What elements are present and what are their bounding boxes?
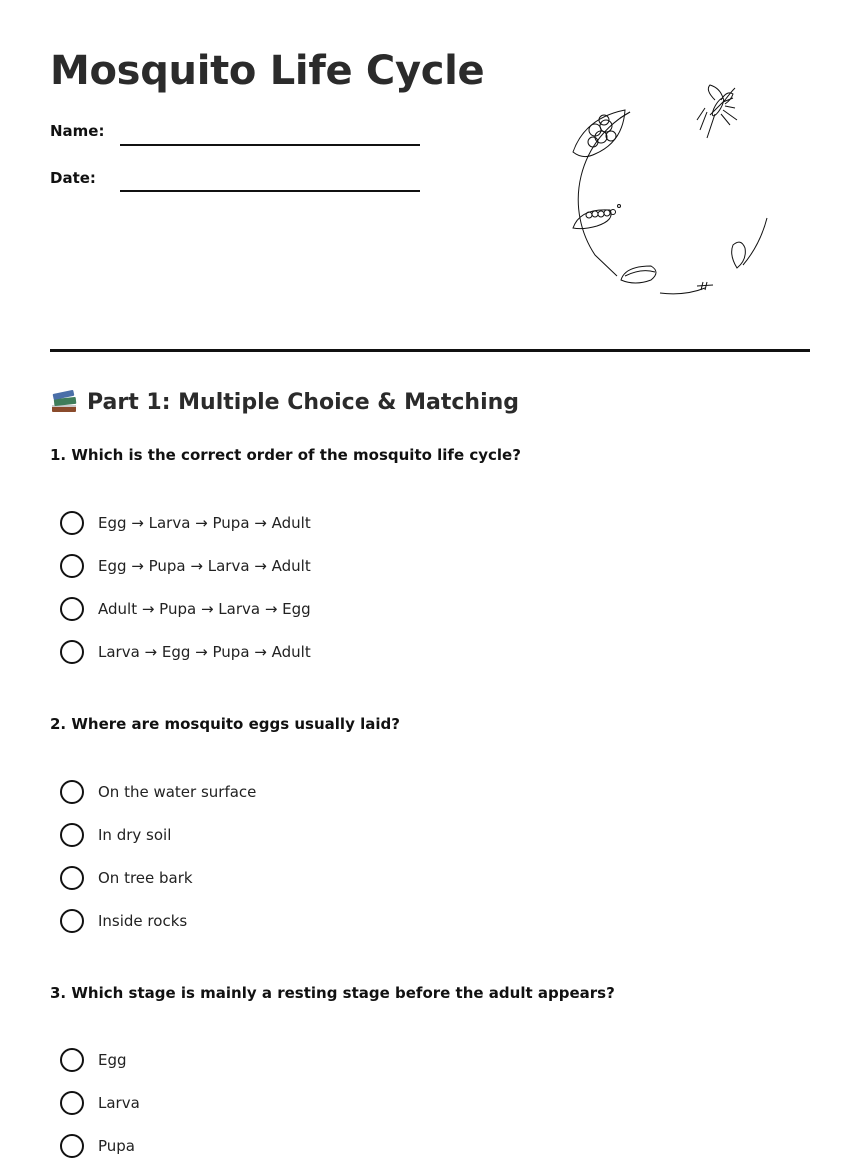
question-3-option-3[interactable] — [60, 1133, 135, 1159]
adult-mosquito-icon — [697, 85, 737, 138]
option-label: Larva — [98, 1094, 140, 1112]
date-label: Date: — [50, 169, 96, 187]
option-label: Adult → Pupa → Larva → Egg — [98, 600, 311, 618]
name-label: Name: — [50, 122, 105, 140]
section-divider — [50, 349, 810, 352]
date-field[interactable] — [120, 190, 420, 192]
radio-button[interactable] — [60, 780, 84, 804]
life-cycle-illustration — [555, 80, 785, 305]
radio-button[interactable] — [60, 554, 84, 578]
radio-button[interactable] — [60, 866, 84, 890]
part1-heading — [50, 389, 519, 415]
question-1-option-2[interactable] — [60, 553, 311, 579]
option-label: In dry soil — [98, 826, 172, 844]
option-label: Egg — [98, 1051, 127, 1069]
pupa-shell-icon — [621, 266, 656, 283]
option-label: Egg → Pupa → Larva → Adult — [98, 557, 311, 575]
question-2-option-2[interactable] — [60, 822, 171, 848]
radio-button[interactable] — [60, 1091, 84, 1115]
radio-button[interactable] — [60, 640, 84, 664]
part1-heading-text: Part 1: Multiple Choice & Matching — [87, 389, 520, 415]
radio-button[interactable] — [60, 511, 84, 535]
option-label: Larva → Egg → Pupa → Adult — [98, 643, 311, 661]
radio-button[interactable] — [60, 597, 84, 621]
radio-button[interactable] — [60, 909, 84, 933]
option-label: On tree bark — [98, 869, 193, 887]
option-label: Inside rocks — [98, 912, 188, 930]
radio-button[interactable] — [60, 823, 84, 847]
option-label: Egg → Larva → Pupa → Adult — [98, 514, 311, 532]
question-2-option-1[interactable] — [60, 779, 256, 805]
question-1-option-4[interactable] — [60, 639, 311, 665]
option-label: On the water surface — [98, 783, 257, 801]
radio-button[interactable] — [60, 1134, 84, 1158]
question-3-option-1[interactable] — [60, 1047, 127, 1073]
option-label: Pupa — [98, 1137, 136, 1155]
radio-button[interactable] — [60, 1048, 84, 1072]
question-1-option-3[interactable] — [60, 596, 311, 622]
egg-raft-leaf-icon — [573, 110, 625, 157]
worksheet-title: Mosquito Life Cycle — [50, 48, 485, 94]
small-larva-icon — [697, 285, 713, 286]
question-1-option-1[interactable] — [60, 510, 311, 536]
question-1: 1. Which is the correct order of the mosquito life cycle? — [50, 446, 521, 464]
question-3: 3. Which stage is mainly a resting stage before the adult appears? — [50, 984, 615, 1002]
question-2-option-3[interactable] — [60, 865, 193, 891]
question-2-option-4[interactable] — [60, 908, 187, 934]
question-2: 2. Where are mosquito eggs usually laid? — [50, 715, 400, 733]
books-icon — [50, 389, 78, 415]
question-3-option-2[interactable] — [60, 1090, 140, 1116]
name-field[interactable] — [120, 144, 420, 146]
